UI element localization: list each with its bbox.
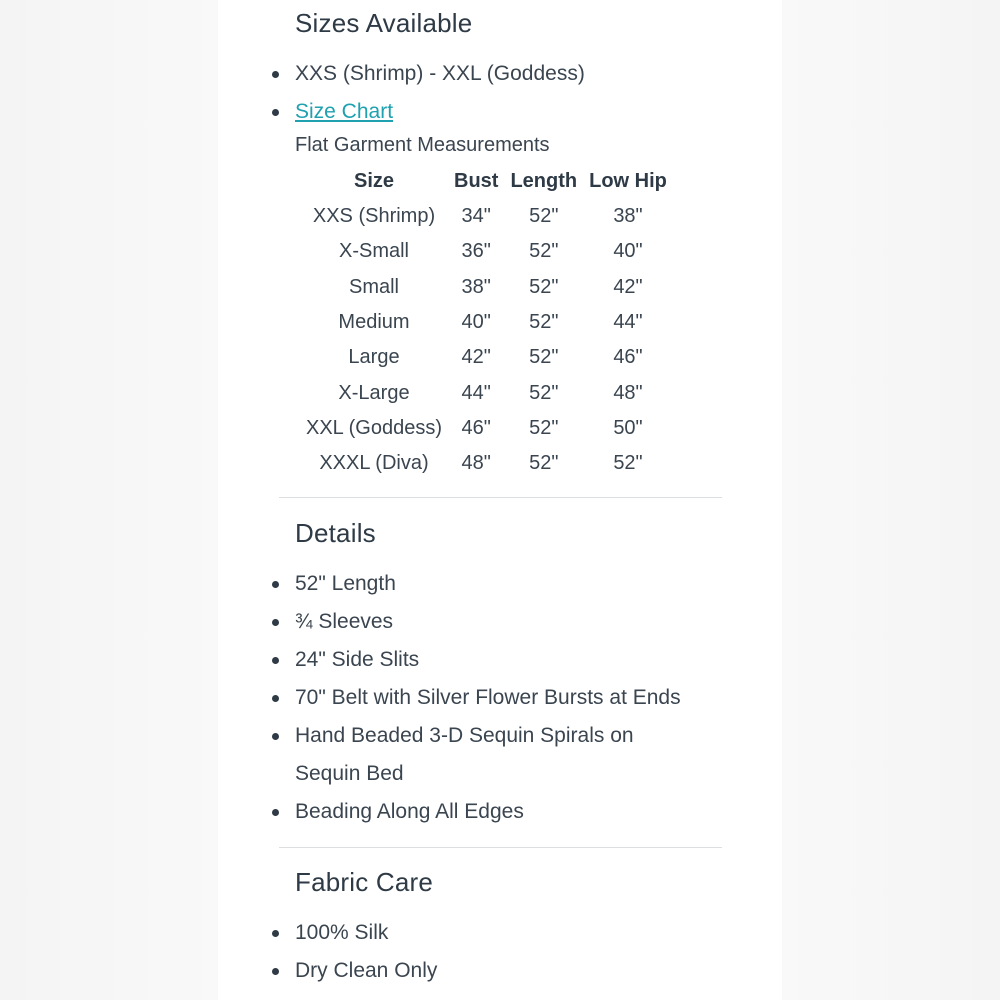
bust-cell: 44": [461, 381, 491, 404]
bullet-icon: [272, 695, 279, 702]
list-item: [260, 914, 437, 952]
length-cell: 52": [529, 416, 559, 439]
list-item: [260, 641, 681, 679]
size-cell: XXXL (Diva): [319, 452, 429, 475]
detail-text: 70" Belt with Silver Flower Bursts at Ends: [295, 686, 681, 709]
bullet-icon: [272, 581, 279, 588]
list-item: [260, 679, 681, 717]
column-header-low-hip: Low Hip: [589, 169, 667, 192]
bust-cell: 40": [461, 311, 491, 334]
bullet-icon: [272, 109, 279, 116]
table-row: [300, 411, 673, 446]
list-item: [260, 565, 681, 603]
detail-text: 52" Length: [295, 572, 396, 595]
detail-text: ¾ Sleeves: [295, 610, 394, 633]
bullet-icon: [272, 71, 279, 78]
low-hip-cell: 38": [613, 205, 643, 228]
detail-text-continuation: Sequin Bed: [295, 762, 404, 785]
size-cell: XXS (Shrimp): [312, 205, 436, 228]
fabric-care-text: 100% Silk: [295, 921, 389, 944]
column-header-bust: Bust: [454, 169, 499, 192]
length-cell: 52": [529, 311, 559, 334]
table-row: [300, 199, 673, 234]
bullet-icon: [272, 657, 279, 664]
fabric-care-heading: Fabric Care: [295, 867, 434, 897]
low-hip-cell: 48": [613, 381, 643, 404]
length-cell: 52": [529, 346, 559, 369]
details-heading: Details: [295, 518, 376, 548]
table-caption: Flat Garment Measurements: [295, 134, 550, 156]
detail-text: Hand Beaded 3-D Sequin Spirals on: [295, 724, 634, 747]
bullet-icon: [272, 968, 279, 975]
low-hip-cell: 50": [613, 416, 643, 439]
column-header-length: Length: [510, 169, 578, 192]
table-header-row: [300, 163, 673, 199]
list-item: [260, 603, 681, 641]
length-cell: 52": [529, 240, 559, 263]
size-chart-link[interactable]: Size Chart: [295, 100, 394, 123]
length-cell: 52": [529, 452, 559, 475]
size-cell: Large: [348, 346, 400, 369]
column-header-size: Size: [353, 169, 395, 192]
table-row: [300, 375, 673, 410]
fabric-care-list: [260, 914, 437, 990]
low-hip-cell: 40": [613, 240, 643, 263]
detail-text: Beading Along All Edges: [295, 800, 524, 823]
low-hip-cell: 42": [613, 275, 643, 298]
low-hip-cell: 46": [613, 346, 643, 369]
bust-cell: 34": [461, 205, 491, 228]
size-cell: XXL (Goddess): [306, 416, 442, 439]
table-row: [300, 270, 673, 305]
details-list: [260, 565, 681, 831]
list-item: [260, 793, 681, 831]
bullet-icon: [272, 809, 279, 816]
table-row: [300, 340, 673, 375]
bust-cell: 42": [461, 346, 491, 369]
detail-text: 24" Side Slits: [295, 648, 420, 671]
table-row: [300, 305, 673, 340]
low-hip-cell: 52": [613, 452, 643, 475]
sizes-available-heading: Sizes Available: [295, 8, 473, 38]
low-hip-cell: 44": [613, 311, 643, 334]
section-divider: [279, 497, 722, 498]
length-cell: 52": [529, 381, 559, 404]
size-cell: X-Large: [338, 381, 410, 404]
list-item: [260, 717, 681, 755]
size-cell: X-Small: [338, 240, 409, 263]
bullet-icon: [272, 619, 279, 626]
fabric-care-text: Dry Clean Only: [295, 959, 438, 982]
section-divider: [279, 847, 722, 848]
bullet-icon: [272, 930, 279, 937]
list-item-continuation: [260, 755, 681, 793]
table-row: [300, 446, 673, 481]
size-cell: Small: [348, 275, 399, 298]
list-item: [260, 93, 585, 131]
size-range-text: XXS (Shrimp) - XXL (Goddess): [295, 62, 585, 85]
length-cell: 52": [529, 205, 559, 228]
bullet-icon: [272, 733, 279, 740]
list-item: [260, 952, 437, 990]
bust-cell: 36": [461, 240, 491, 263]
sizes-list: [260, 55, 585, 131]
list-item: [260, 55, 585, 93]
size-chart-table: [300, 163, 673, 481]
bust-cell: 46": [461, 416, 491, 439]
table-row: [300, 234, 673, 269]
bust-cell: 38": [461, 275, 491, 298]
length-cell: 52": [529, 275, 559, 298]
bust-cell: 48": [461, 452, 491, 475]
size-cell: Medium: [338, 311, 410, 334]
